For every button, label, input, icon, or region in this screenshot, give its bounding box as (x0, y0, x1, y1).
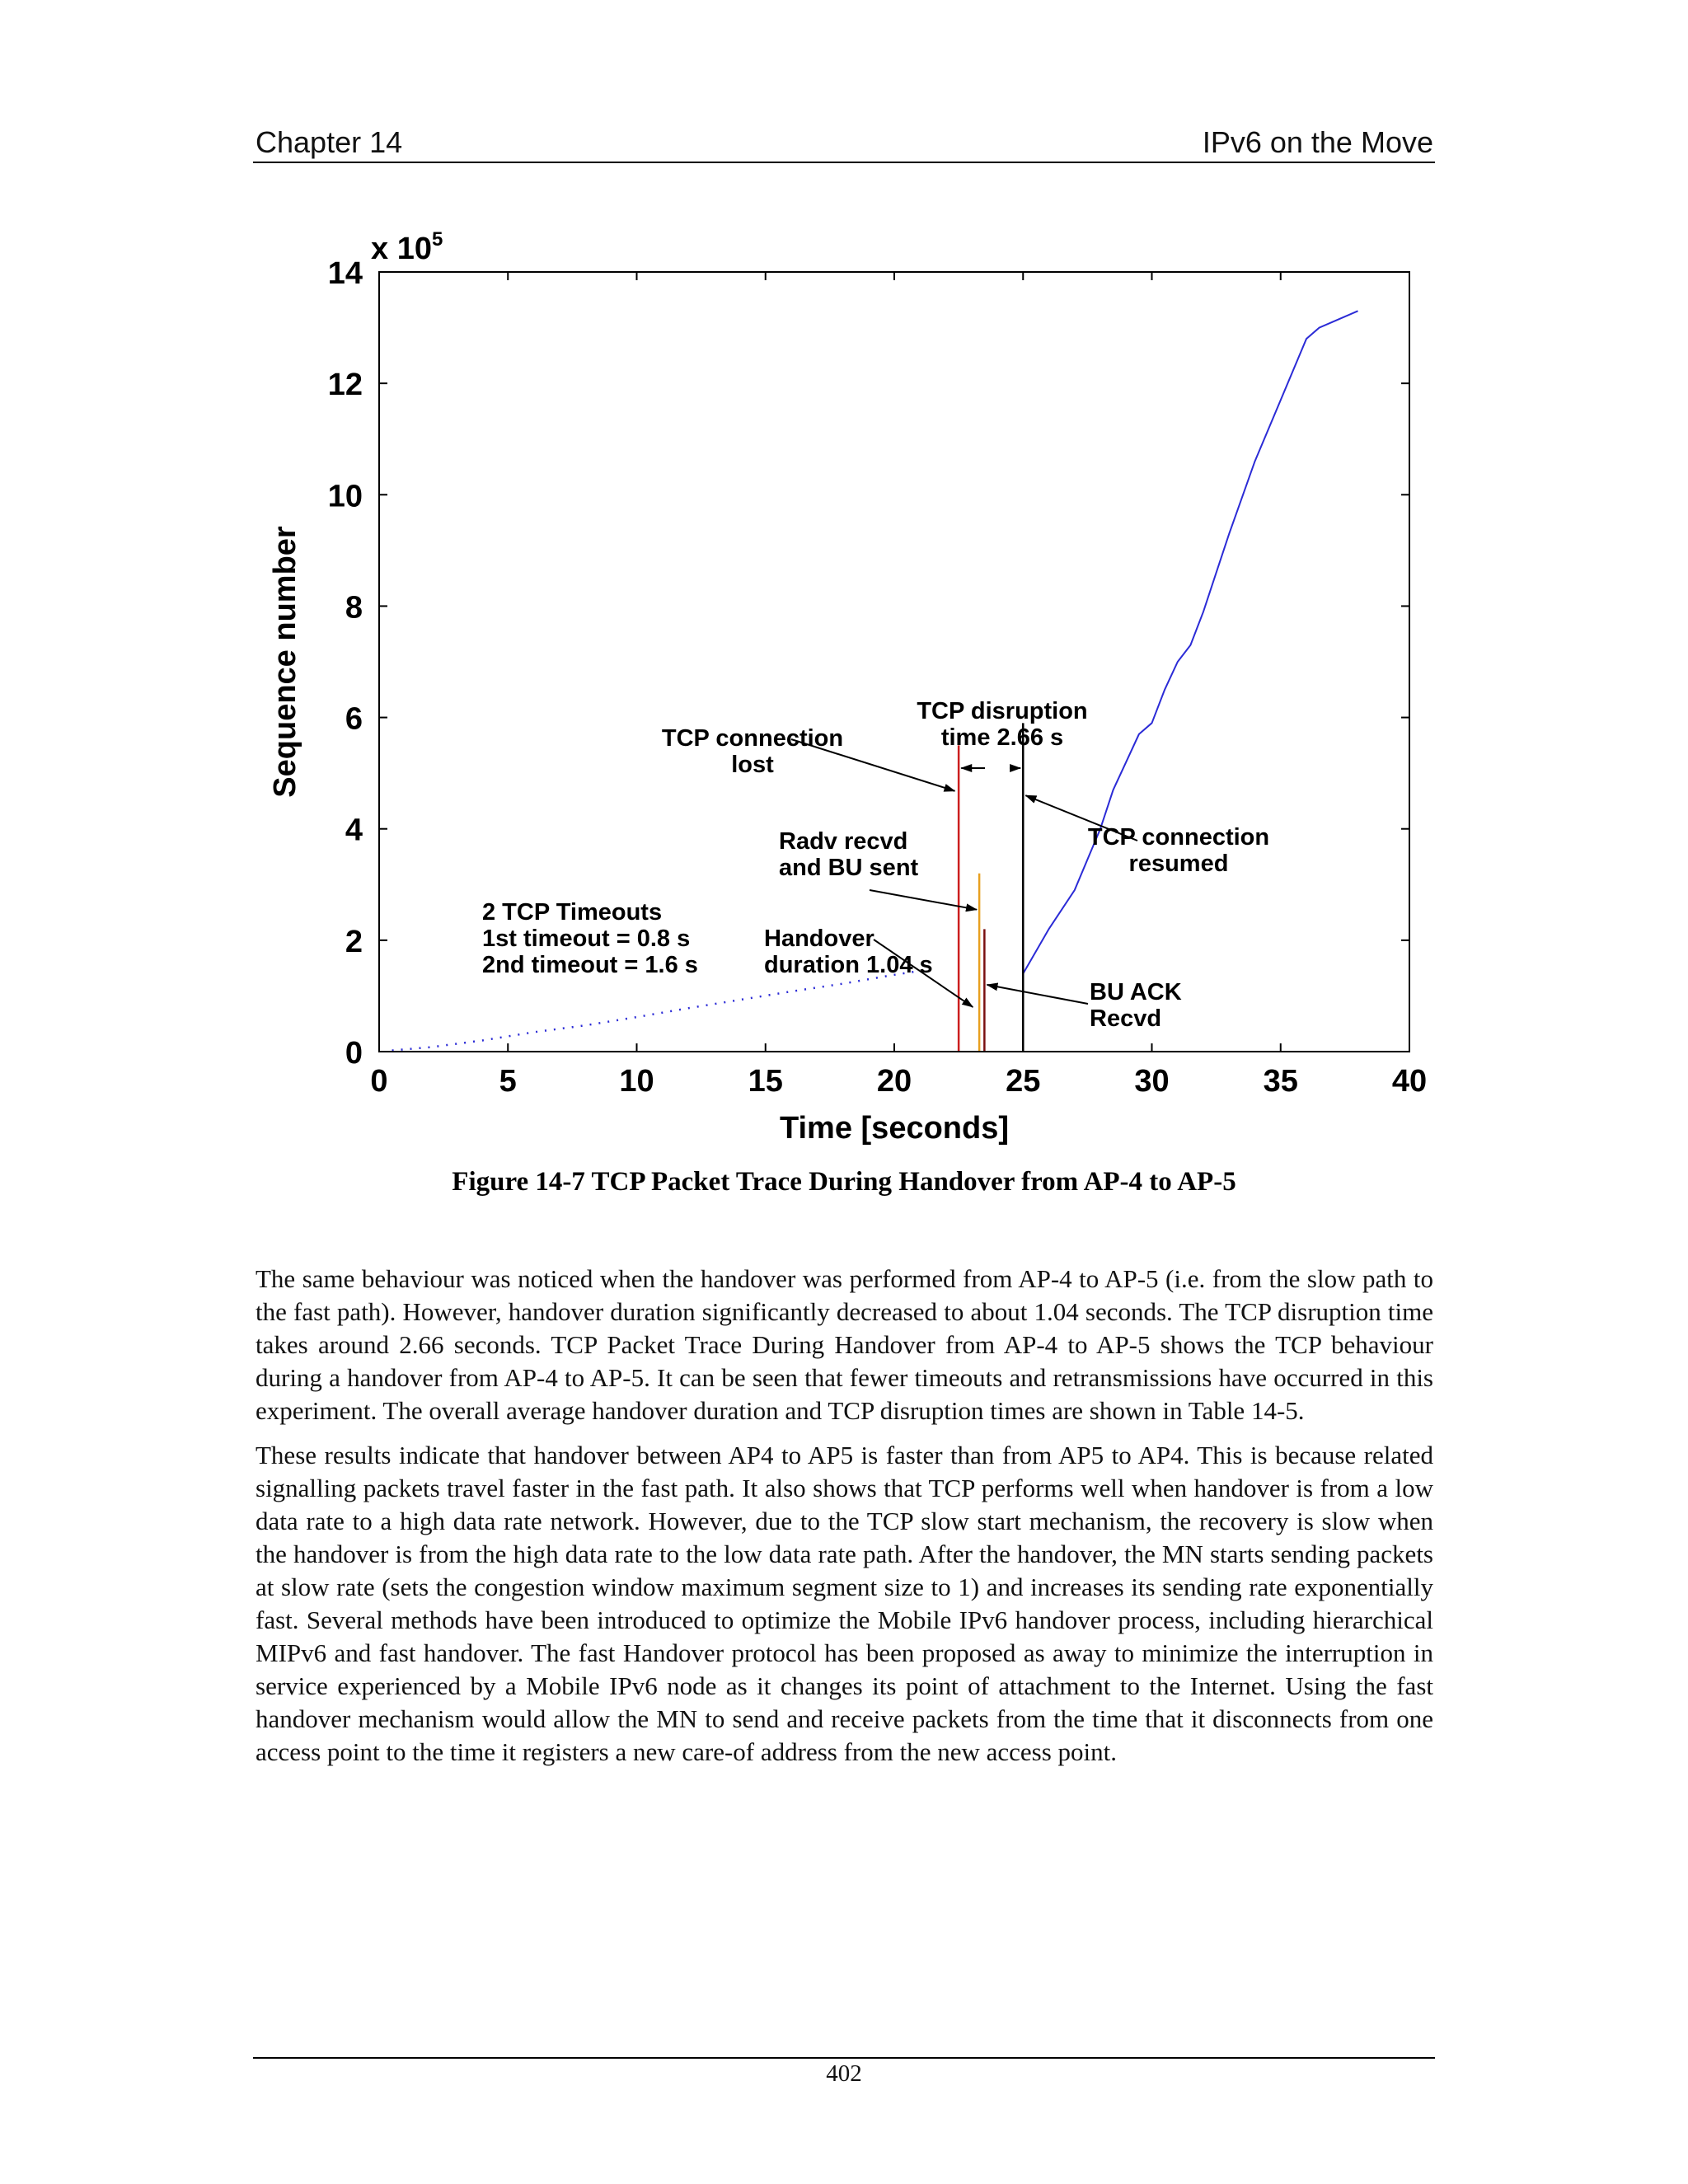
y-tick-label: 8 (345, 590, 363, 626)
x-tick-label: 25 (1006, 1064, 1041, 1099)
figure-caption: Figure 14-7 TCP Packet Trace During Handover from AP-4 to AP-5 (452, 1167, 1236, 1197)
annotation-handover: Handover (764, 926, 874, 952)
y-tick-label: 0 (345, 1036, 363, 1071)
paragraph: The same behaviour was noticed when the handover was performed from AP-4 to AP-5 (i.e. from the slow path to the fast path). However, handover duration significantly decreased to about 1.04 seconds. The TCP disruption time takes around 2.66 seconds. TCP Packet Trace During Handover from AP-4 to AP-5 shows the TCP behaviour during a handover from AP-4 to AP-5. It can be seen that fewer timeouts and retransmissions have occurred in this experiment. The overall average handover duration and TCP disruption times are shown in Table 14-5. (256, 1264, 1433, 1425)
x-tick-label: 10 (619, 1064, 654, 1099)
y-tick-label: 4 (345, 813, 363, 848)
trace-before-handover (392, 971, 921, 1051)
x-tick-label: 30 (1134, 1064, 1170, 1099)
x-axis-label: Time [seconds] (779, 1111, 1010, 1146)
x-tick-label: 5 (499, 1064, 517, 1099)
y-exponent-power: 5 (431, 228, 443, 251)
arrow-radv (870, 890, 977, 910)
paragraph: These results indicate that handover between AP4 to AP5 is faster than from AP5 to AP4. This is because related signalling packets travel faster in the fast path. It also shows that TCP performs well when handover is from a low data rate to a high data rate network. However, due to the TCP slow start mechanism, the recovery is slow when the handover is from the high data rate to the low data rate path. After the handover, the MN starts sending packets at slow rate (sets the congestion window maximum segment size to 1) and increases its sending rate exponentially fast. Several methods have been introduced to optimize the Mobile IPv6 handover process, including hierarchical MIPv6 and fast handover. The fast Handover protocol has been proposed as away to minimize the interruption in service experienced by a Mobile IPv6 node as it changes its point of attachment to the Internet. Using the fast handover mechanism would allow the MN to send and receive packets from the time that it disconnects from one access point to the time it registers a new care-of address from the new access point. (256, 1441, 1433, 1766)
x-tick-label: 15 (748, 1064, 783, 1099)
arrow-connection-lost (791, 739, 954, 791)
y-exponent-base: x 10 (371, 232, 432, 266)
annotation-radv: Radv recvd (779, 828, 908, 855)
annotation-disruption: TCP disruption (917, 698, 1088, 724)
body-text (256, 1263, 1433, 1780)
chapter-label: Chapter 14 (256, 125, 403, 159)
y-exponent-label (371, 228, 443, 266)
arrow-connection-resumed (1025, 795, 1137, 841)
footer-rule (253, 2057, 1435, 2059)
figure-chart (264, 214, 1451, 1154)
annotation-resumed: resumed (1128, 851, 1229, 877)
y-axis-label: Sequence number (268, 526, 302, 798)
x-tick-label: 20 (876, 1064, 912, 1099)
page-header (253, 122, 1435, 163)
tcp-trace-chart (264, 214, 1451, 1154)
annotation-connection-lost: lost (731, 752, 774, 778)
annotation-handover: duration 1.04 s (764, 952, 933, 978)
annotation-bu-ack: BU ACK (1090, 979, 1182, 1005)
annotation-bu-ack: Recvd (1090, 1005, 1162, 1032)
annotation-timeouts: 2 TCP Timeouts (482, 899, 663, 926)
annotation-connection-lost: TCP connection (661, 725, 844, 752)
x-tick-label: 0 (370, 1064, 388, 1099)
y-tick-label: 2 (345, 924, 363, 959)
y-tick-label: 12 (327, 368, 363, 403)
annotation-resumed: TCP connection (1087, 824, 1270, 851)
annotation-timeouts: 2nd timeout = 1.6 s (482, 952, 698, 978)
x-tick-label: 40 (1391, 1064, 1428, 1099)
annotation-timeouts: 1st timeout = 0.8 s (482, 926, 691, 952)
y-tick-label: 6 (345, 701, 363, 737)
page-number: 402 (826, 2060, 862, 2087)
y-tick-label: 14 (327, 256, 363, 291)
x-tick-label: 35 (1263, 1064, 1298, 1099)
arrow-bu-ack (987, 985, 1089, 1004)
y-tick-label: 10 (327, 479, 363, 514)
annotation-radv: and BU sent (779, 855, 919, 881)
annotation-disruption: time 2.66 s (940, 724, 1064, 751)
chapter-title: IPv6 on the Move (1202, 125, 1433, 159)
